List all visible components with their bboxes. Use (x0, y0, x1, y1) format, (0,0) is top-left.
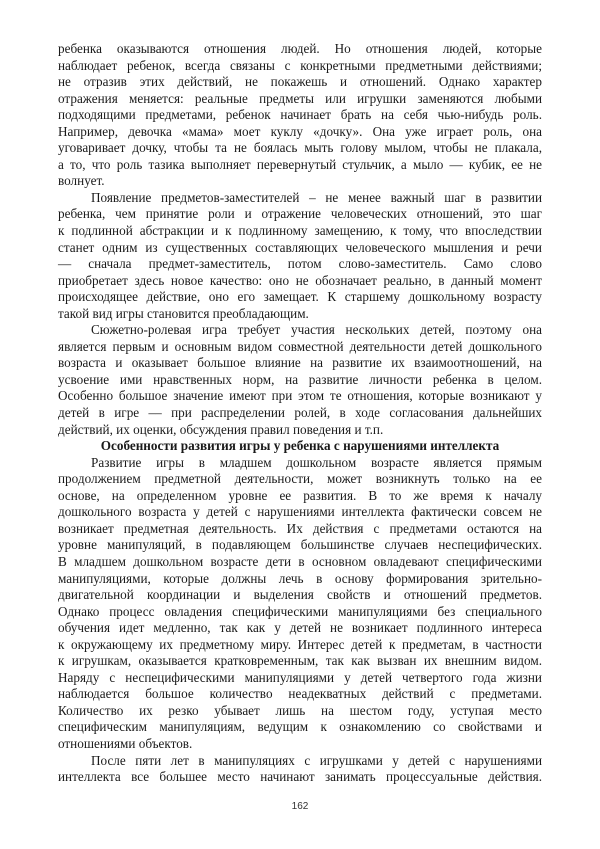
text-line: специфическим манипуляциям, ведущим к ознакомлению со свойствами и (58, 719, 542, 735)
text-line: Появление предметов-заместителей – не менее важный шаг в развитии (91, 189, 542, 205)
section-heading (58, 438, 542, 455)
text-line: к подлинной абстракции и к подлинному замещению, к тому, что впоследствии (58, 223, 542, 239)
paragraph (58, 190, 542, 322)
text-line: основе, на определенном уровне ее развития. В то же время к началу (58, 487, 542, 503)
text-line: ребенка оказываются отношения людей. Но отношения людей, которые (58, 41, 542, 56)
text-line: станет одним из существенных составляющих человеческого мышления и речи (58, 239, 542, 255)
text-line: приобретает здесь новое качество: оно не обозначает реально, в данный момент (58, 272, 542, 288)
text-line: двигательной координации и выделения свойств и отношений предметов. (58, 587, 542, 603)
text-line: происходящее действие, оно его замещает. К старшему дошкольному возрасту (58, 289, 542, 305)
text-line: Однако процесс овладения специфическими манипуляциями без специального (58, 603, 542, 619)
text-line: интеллекта все большее место начинают занимать процессуальные действия. (58, 769, 542, 785)
paragraph (58, 322, 542, 438)
text-line: обучения идет медленно, так как у детей не возникает подлинного интереса (58, 620, 542, 636)
text-line: уговаривает дочку, чтобы та не боялась мыть голову мылом, чтобы не плакала, (58, 140, 542, 156)
text-line: наблюдает ребенок, всегда связаны с конкретными предметными действиями; (58, 57, 542, 73)
text-line: После пяти лет в манипуляциях с игрушками у детей с нарушениями (91, 752, 542, 768)
text-line: возникает предметная деятельность. Их действия с предметами остаются на (58, 520, 542, 536)
text-line: ребенка, чем принятие роли и отражение человеческих отношений, это шаг (58, 206, 542, 222)
text-line: действий, их оценки, обсуждения правил поведения и т.п. (58, 421, 384, 437)
text-line: Развитие игры в младшем дошкольном возрасте является прямым (91, 454, 542, 470)
text-line: уровне манипуляций, в подавляющем большинстве случаев неспецифических. (58, 537, 542, 553)
text-line: В младшем дошкольном возрасте дети в основном овладевают специфическими (58, 553, 542, 569)
document-page-text (58, 41, 542, 786)
text-line: к окружающему их предметному миру. Интерес детей к предметам, в частности (58, 636, 542, 652)
text-line: является первым и основным видом совместной деятельности детей дошкольного (58, 338, 542, 354)
text-line: волнует. (58, 173, 105, 189)
text-line: — сначала предмет-заместитель, потом слово-заместитель. Само слово (58, 256, 542, 272)
text-line: отношениями объектов. (58, 735, 193, 751)
paragraph (58, 41, 542, 190)
text-line: такой вид игры становится преобладающим. (58, 305, 309, 321)
text-line: возраста и оказывает большое влияние на развитие их взаимоотношений, на (58, 355, 542, 371)
text-line: наблюдается большое количество неадекватных действий с предметами. (58, 686, 542, 702)
text-line: не отразив этих действий, не покажешь и отношений. Однако характер (58, 74, 542, 90)
text-line: детей в игре –– при распределении ролей, в ходе согласования дальнейших (58, 405, 542, 421)
text-line: Наряду с неспецифическими манипуляциями у детей четвертого года жизни (58, 669, 542, 685)
paragraph (58, 753, 542, 786)
text-line: усвоение ими нравственных норм, на развитие личности ребенка в целом. (58, 371, 542, 387)
text-line: Особенно большое значение имеют при этом те отношения, которые возникают у (58, 388, 542, 404)
text-line: манипуляциями, которые должны лечь в основу формирования зрительно- (58, 570, 542, 586)
text-line: Сюжетно-ролевая игра требует участия нескольких детей, поэтому она (91, 322, 542, 338)
text-line: продолжением предметной деятельности, может возникнуть только на ее (58, 471, 542, 487)
heading-text: Особенности развития игры у ребенка с нарушениями интеллекта (100, 438, 500, 454)
text-line: дошкольного возраста у детей с нарушениями интеллекта фактически совсем не (58, 504, 542, 520)
text-line: подходящими предметами, ребенок начинает брать на себя чью-нибудь роль. (58, 107, 542, 123)
page-number: 162 (291, 801, 309, 812)
text-line: отражения меняется: реальные предметы или игрушки заменяются любыми (58, 90, 542, 106)
text-line: а то, что роль тазика выполняет перевернутый стульчик, а мыло — кубик, ее не (58, 156, 542, 172)
text-line: Например, девочка «мама» моет куклу «дочку». Она уже играет роль, она (58, 123, 542, 139)
paragraph (58, 455, 542, 753)
text-line: Количество их резко убывает лишь на шестом году, уступая место (58, 702, 542, 718)
text-line: к игрушкам, оказывается кратковременным, так как вызван их внешним видом. (58, 653, 542, 669)
